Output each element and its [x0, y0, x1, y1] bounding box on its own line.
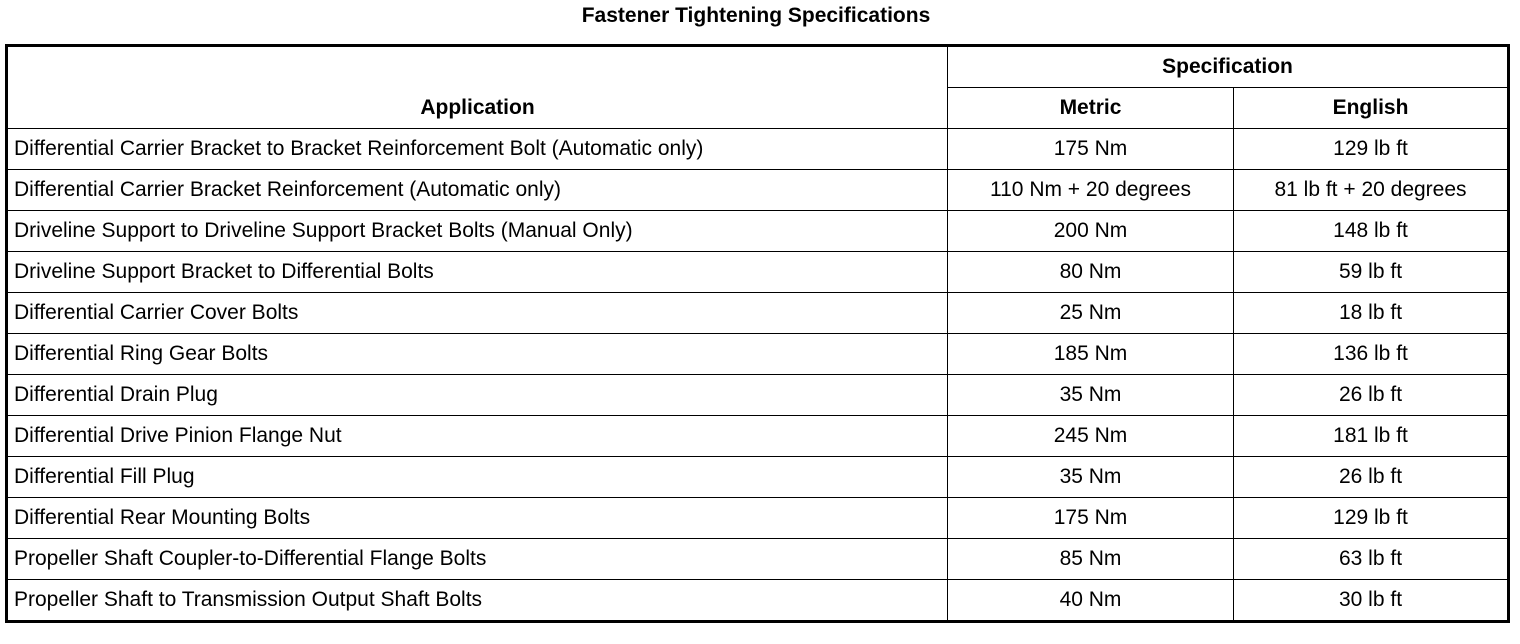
table-row	[7, 293, 1509, 334]
application-cell: Differential Drain Plug	[7, 375, 948, 416]
table-row	[7, 498, 1509, 539]
application-cell: Propeller Shaft to Transmission Output Shaft Bolts	[7, 580, 948, 622]
application-cell: Differential Carrier Cover Bolts	[7, 293, 948, 334]
english-cell: 136 lb ft	[1234, 334, 1509, 375]
metric-cell: 40 Nm	[948, 580, 1234, 622]
metric-cell: 35 Nm	[948, 375, 1234, 416]
table-row	[7, 129, 1509, 170]
english-cell: 30 lb ft	[1234, 580, 1509, 622]
application-cell: Propeller Shaft Coupler-to-Differential Flange Bolts	[7, 539, 948, 580]
table-header	[7, 46, 1509, 129]
metric-cell: 175 Nm	[948, 498, 1234, 539]
application-cell: Driveline Support Bracket to Differential Bolts	[7, 252, 948, 293]
table-row	[7, 211, 1509, 252]
english-cell: 181 lb ft	[1234, 416, 1509, 457]
application-cell: Differential Rear Mounting Bolts	[7, 498, 948, 539]
english-cell: 63 lb ft	[1234, 539, 1509, 580]
table-row	[7, 416, 1509, 457]
table-body	[7, 129, 1509, 622]
application-cell: Driveline Support to Driveline Support Bracket Bolts (Manual Only)	[7, 211, 948, 252]
fastener-spec-table	[5, 44, 1510, 623]
application-cell: Differential Carrier Bracket to Bracket Reinforcement Bolt (Automatic only)	[7, 129, 948, 170]
metric-cell: 175 Nm	[948, 129, 1234, 170]
page-title: Fastener Tightening Specifications	[581, 4, 931, 27]
english-column-header: English	[1234, 88, 1509, 129]
metric-cell: 185 Nm	[948, 334, 1234, 375]
table-row	[7, 334, 1509, 375]
table-row	[7, 252, 1509, 293]
metric-cell: 35 Nm	[948, 457, 1234, 498]
header-row-top	[7, 46, 1509, 88]
table-row	[7, 580, 1509, 622]
application-cell: Differential Carrier Bracket Reinforcement (Automatic only)	[7, 170, 948, 211]
specification-column-header: Specification	[948, 46, 1509, 88]
table-row	[7, 539, 1509, 580]
metric-column-header: Metric	[948, 88, 1234, 129]
application-column-header: Application	[7, 46, 948, 129]
metric-cell: 200 Nm	[948, 211, 1234, 252]
application-cell: Differential Fill Plug	[7, 457, 948, 498]
english-cell: 59 lb ft	[1234, 252, 1509, 293]
english-cell: 81 lb ft + 20 degrees	[1234, 170, 1509, 211]
english-cell: 129 lb ft	[1234, 498, 1509, 539]
english-cell: 26 lb ft	[1234, 457, 1509, 498]
english-cell: 148 lb ft	[1234, 211, 1509, 252]
table-row	[7, 170, 1509, 211]
metric-cell: 245 Nm	[948, 416, 1234, 457]
application-cell: Differential Drive Pinion Flange Nut	[7, 416, 948, 457]
english-cell: 26 lb ft	[1234, 375, 1509, 416]
table-row	[7, 457, 1509, 498]
application-cell: Differential Ring Gear Bolts	[7, 334, 948, 375]
english-cell: 129 lb ft	[1234, 129, 1509, 170]
metric-cell: 85 Nm	[948, 539, 1234, 580]
metric-cell: 110 Nm + 20 degrees	[948, 170, 1234, 211]
metric-cell: 80 Nm	[948, 252, 1234, 293]
table-row	[7, 375, 1509, 416]
metric-cell: 25 Nm	[948, 293, 1234, 334]
english-cell: 18 lb ft	[1234, 293, 1509, 334]
